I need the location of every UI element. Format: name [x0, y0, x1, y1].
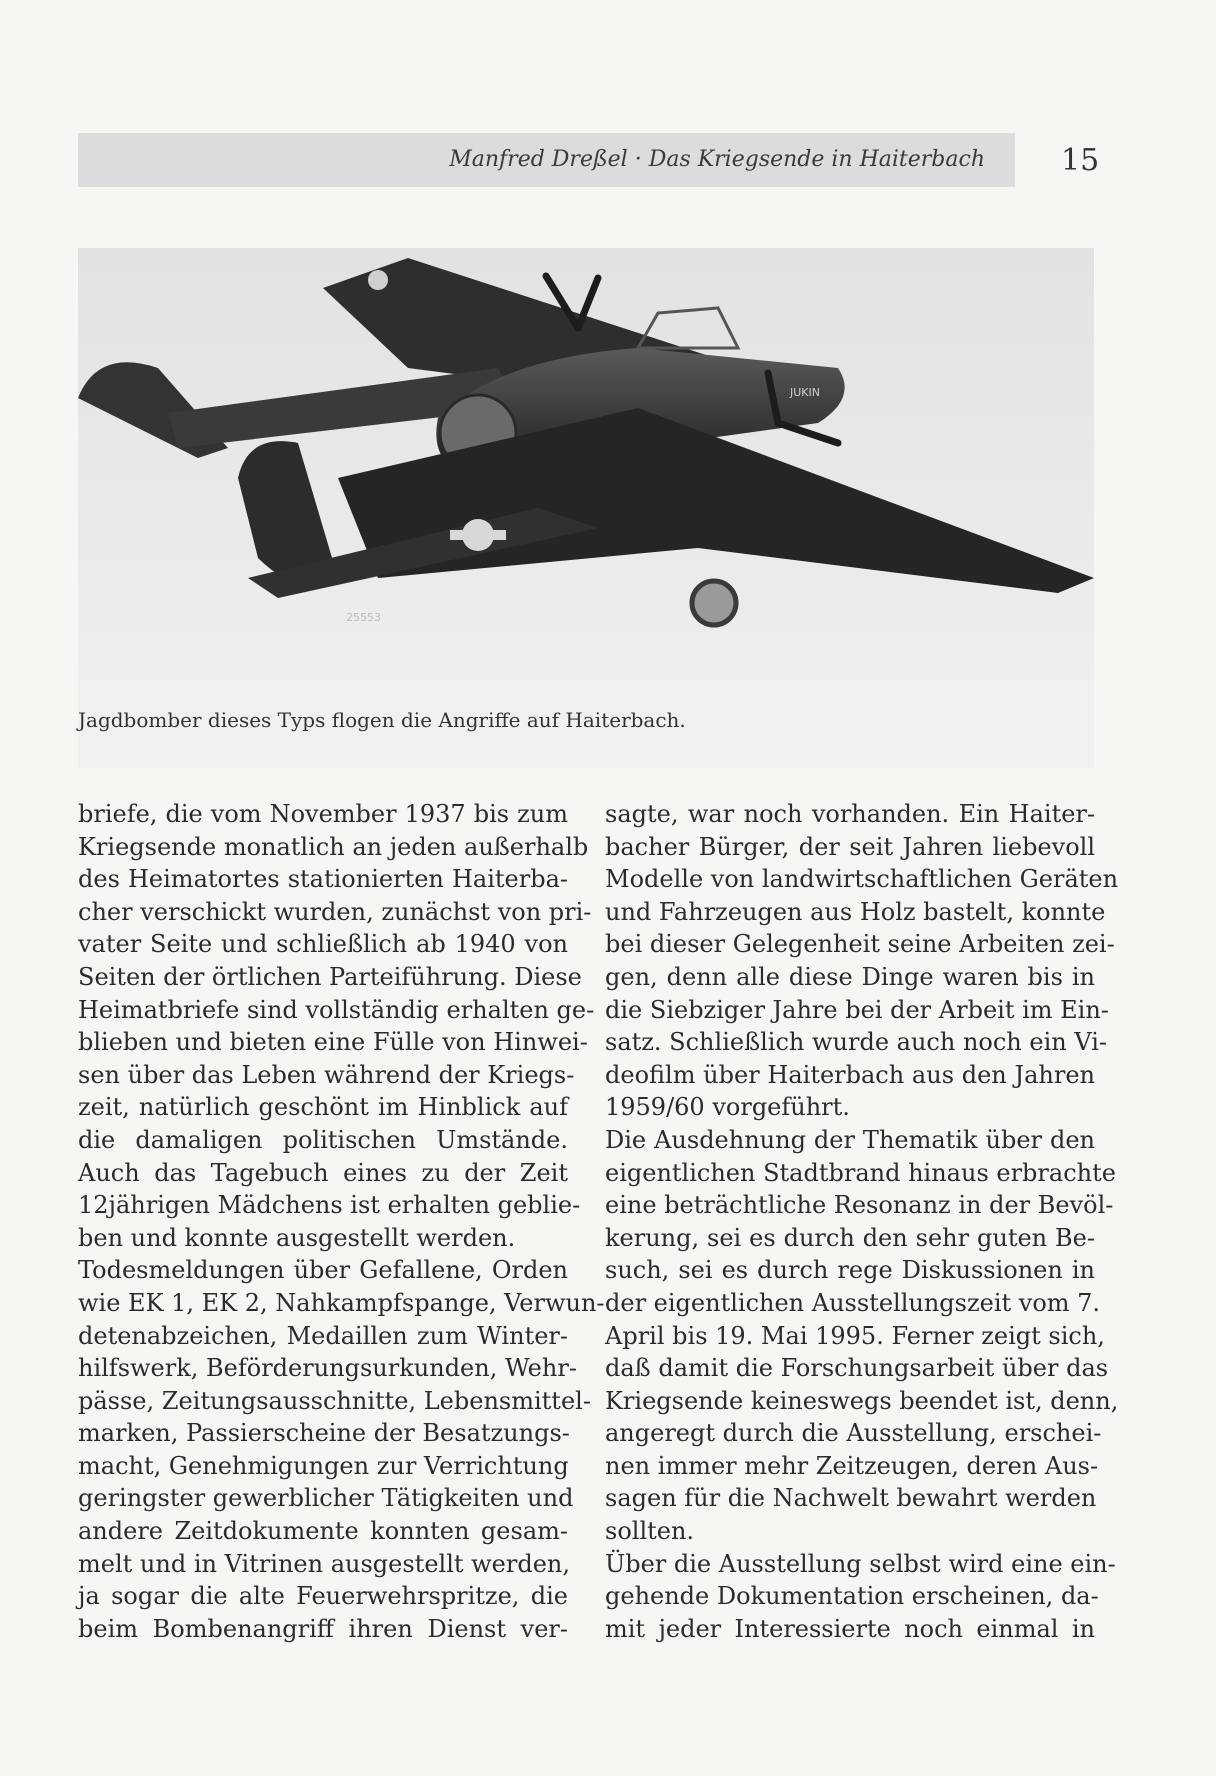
text-line: sagte, war noch vorhanden. Ein Haiter-: [605, 800, 1095, 828]
text-line: 1959/60 vorgeführt.: [605, 1093, 850, 1122]
text-line: melt und in Vitrinen ausgestellt werden,: [78, 1549, 571, 1578]
text-line: Über die Ausstellung selbst wird eine ein-: [605, 1549, 1116, 1578]
text-line: gehende Dokumentation erscheinen, da-: [605, 1582, 1099, 1611]
text-column-right: [605, 798, 1119, 1645]
text-line: Seiten der örtlichen Parteiführung. Diese: [78, 962, 582, 991]
text-line: Heimatbriefe sind vollständig erhalten ge-: [78, 995, 595, 1024]
text-line: beim Bombenangriff ihren Dienst ver-: [78, 1614, 568, 1643]
text-line: macht, Genehmigungen zur Verrichtung: [78, 1451, 569, 1480]
text-line: 12jährigen Mädchens ist erhalten geblie-: [78, 1191, 581, 1220]
text-line: nen immer mehr Zeitzeugen, deren Aus-: [605, 1451, 1099, 1480]
running-title: Manfred Dreßel · Das Kriegsende in Haiterbach: [449, 147, 985, 172]
text-line: wie EK 1, EK 2, Nahkampfspange, Verwun-: [78, 1288, 605, 1317]
text-line: Die Ausdehnung der Thematik über den: [605, 1125, 1095, 1154]
text-line: angeregt durch die Ausstellung, erschei-: [605, 1419, 1102, 1448]
nose-art: JUKIN: [790, 386, 820, 399]
text-line: Modelle von landwirtschaftlichen Geräten: [605, 865, 1119, 894]
wing-insignia: [368, 270, 388, 290]
text-line: Auch das Tagebuch eines zu der Zeit: [78, 1158, 568, 1187]
text-line: mit jeder Interessierte noch einmal in: [605, 1614, 1095, 1643]
text-line: such, sei es durch rege Diskussionen in: [605, 1256, 1095, 1285]
text-line: deofilm über Haiterbach aus den Jahren: [605, 1060, 1095, 1089]
text-line: Kriegsende keineswegs beendet ist, denn,: [605, 1386, 1119, 1415]
text-line: und Fahrzeugen aus Holz bastelt, konnte: [605, 897, 1106, 926]
text-line: ja sogar die alte Feuerwehrspritze, die: [78, 1582, 568, 1611]
figure-caption: Jagdbomber dieses Typs flogen die Angriffe auf Haiterbach.: [78, 708, 686, 732]
text-line: gen, denn alle diese Dinge waren bis in: [605, 962, 1095, 991]
text-line: zeit, natürlich geschönt im Hinblick auf: [78, 1093, 568, 1122]
text-line: marken, Passierscheine der Besatzungs-: [78, 1419, 570, 1448]
text-line: geringster gewerblicher Tätigkeiten und: [78, 1484, 574, 1513]
text-line: kerung, sei es durch den sehr guten Be-: [605, 1223, 1095, 1252]
text-line: pässe, Zeitungsausschnitte, Lebensmittel-: [78, 1386, 591, 1415]
page-number: 15: [1061, 143, 1100, 178]
text-line: satz. Schließlich wurde auch noch ein Vi-: [605, 1028, 1108, 1057]
aircraft-illustration: [78, 248, 1094, 680]
insignia-bar: [450, 530, 506, 540]
text-line: der eigentlichen Ausstellungszeit vom 7.: [605, 1288, 1101, 1317]
serial-number: 25553: [346, 611, 381, 624]
text-line: Todesmeldungen über Gefallene, Orden: [78, 1256, 568, 1285]
text-line: ben und konnte ausgestellt werden.: [78, 1223, 516, 1252]
text-line: bacher Bürger, der seit Jahren liebevoll: [605, 832, 1095, 861]
text-line: die damaligen politischen Umstände.: [78, 1125, 568, 1154]
text-line: eine beträchtliche Resonanz in der Bevöl-: [605, 1191, 1114, 1220]
landing-gear-wheel: [692, 581, 736, 625]
text-line: des Heimatortes stationierten Haiterba-: [78, 865, 568, 894]
text-line: sagen für die Nachwelt bewahrt werden: [605, 1484, 1097, 1513]
text-column-left: [78, 798, 605, 1645]
text-line: April bis 19. Mai 1995. Ferner zeigt sich,: [605, 1321, 1105, 1350]
text-line: sollten.: [605, 1517, 695, 1546]
text-line: vater Seite und schließlich ab 1940 von: [78, 930, 568, 959]
text-line: blieben und bieten eine Fülle von Hinwei-: [78, 1028, 588, 1057]
aircraft-photo: [78, 248, 1094, 680]
text-line: hilfswerk, Beförderungsurkunden, Wehr-: [78, 1354, 577, 1383]
text-line: bei dieser Gelegenheit seine Arbeiten zei-: [605, 930, 1115, 959]
text-line: eigentlichen Stadtbrand hinaus erbrachte: [605, 1158, 1116, 1187]
text-line: briefe, die vom November 1937 bis zum: [78, 800, 568, 828]
text-line: cher verschickt wurden, zunächst von pri-: [78, 897, 592, 926]
text-line: andere Zeitdokumente konnten gesam-: [78, 1517, 568, 1546]
running-header: [78, 133, 1015, 187]
text-line: sen über das Leben während der Kriegs-: [78, 1060, 575, 1089]
text-line: detenabzeichen, Medaillen zum Winter-: [78, 1321, 568, 1350]
text-line: Kriegsende monatlich an jeden außerhalb: [78, 832, 589, 861]
text-line: daß damit die Forschungsarbeit über das: [605, 1354, 1109, 1383]
text-line: die Siebziger Jahre bei der Arbeit im Ein-: [605, 995, 1109, 1024]
